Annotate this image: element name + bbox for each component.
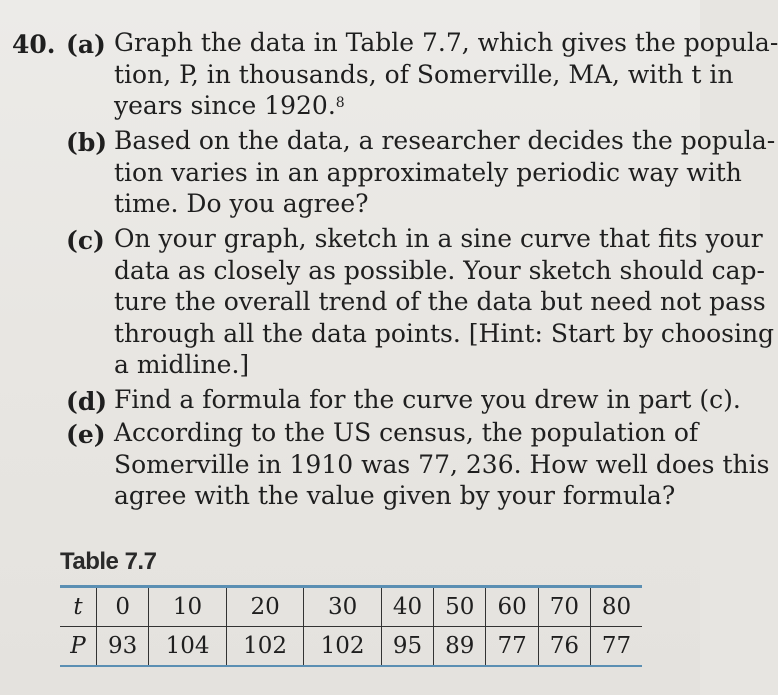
part-c-line-3: ture the overall trend of the data but need not pass — [114, 287, 766, 316]
t-cell: 50 — [434, 587, 486, 627]
t-cell: 20 — [226, 587, 304, 627]
part-c-line-4: through all the data points. [Hint: Start by choosing — [114, 318, 775, 348]
row-header-p: P — [70, 633, 86, 659]
part-b-label: (b) — [66, 128, 108, 157]
data-table — [60, 585, 642, 667]
table-title: Table 7.7 — [60, 548, 157, 575]
t-cell: 70 — [538, 587, 590, 627]
part-a-line-3-text: years since 1920. — [114, 91, 336, 120]
p-cell: 102 — [226, 627, 304, 667]
t-cell: 10 — [149, 587, 227, 627]
part-c-text — [114, 223, 775, 381]
part-e-line-2: Somerville in 1910 was 77, 236. How well does this — [114, 449, 770, 479]
t-cell: 40 — [381, 587, 433, 627]
p-cell: 95 — [381, 627, 433, 667]
t-cell: 30 — [304, 587, 382, 627]
table-row-p — [60, 627, 642, 667]
part-a-line-3 — [114, 90, 684, 122]
part-a-label: (a) — [66, 30, 106, 59]
part-d-text — [114, 384, 741, 416]
p-cell: 89 — [434, 627, 486, 667]
part-a-line-1: Graph the data in Table 7.7, which gives the popula- — [114, 28, 778, 57]
part-b-line-1: Based on the data, a researcher decides the popula- — [114, 126, 776, 155]
part-e-line-3: agree with the value given by your formula? — [114, 481, 676, 510]
part-b-line-3: time. Do you agree? — [114, 189, 369, 218]
row-header-t: t — [60, 587, 97, 627]
part-c-line-2: data as closely as possible. Your sketch should cap- — [114, 255, 765, 285]
footnote-marker: 8 — [335, 95, 345, 111]
part-c-label: (c) — [66, 226, 105, 255]
p-cell: 77 — [486, 627, 538, 667]
part-d-label: (d) — [66, 387, 108, 416]
part-d-line-1: Find a formula for the curve you drew in part (c). — [114, 385, 741, 414]
p-cell: 76 — [538, 627, 590, 667]
part-e-line-1: According to the US census, the population of — [114, 418, 699, 447]
p-cell: 77 — [591, 627, 643, 667]
t-cell: 80 — [591, 587, 643, 627]
part-a-line-2: tion, P, in thousands, of Somerville, MA, with t in — [114, 59, 734, 89]
table-row-t — [60, 587, 642, 627]
part-c-line-1: On your graph, sketch in a sine curve that fits your — [114, 224, 763, 253]
part-c-line-5: a midline.] — [114, 350, 250, 379]
problem-number: 40. — [12, 30, 56, 59]
part-e-text — [114, 417, 770, 512]
p-cell: 93 — [97, 627, 149, 667]
part-b-text — [114, 125, 776, 220]
p-cell: 104 — [149, 627, 227, 667]
t-cell: 0 — [97, 587, 149, 627]
part-a-text — [114, 27, 778, 122]
part-e-label: (e) — [66, 420, 106, 449]
t-cell: 60 — [486, 587, 538, 627]
part-b-line-2: tion varies in an approximately periodic way with — [114, 157, 742, 187]
p-cell: 102 — [304, 627, 382, 667]
